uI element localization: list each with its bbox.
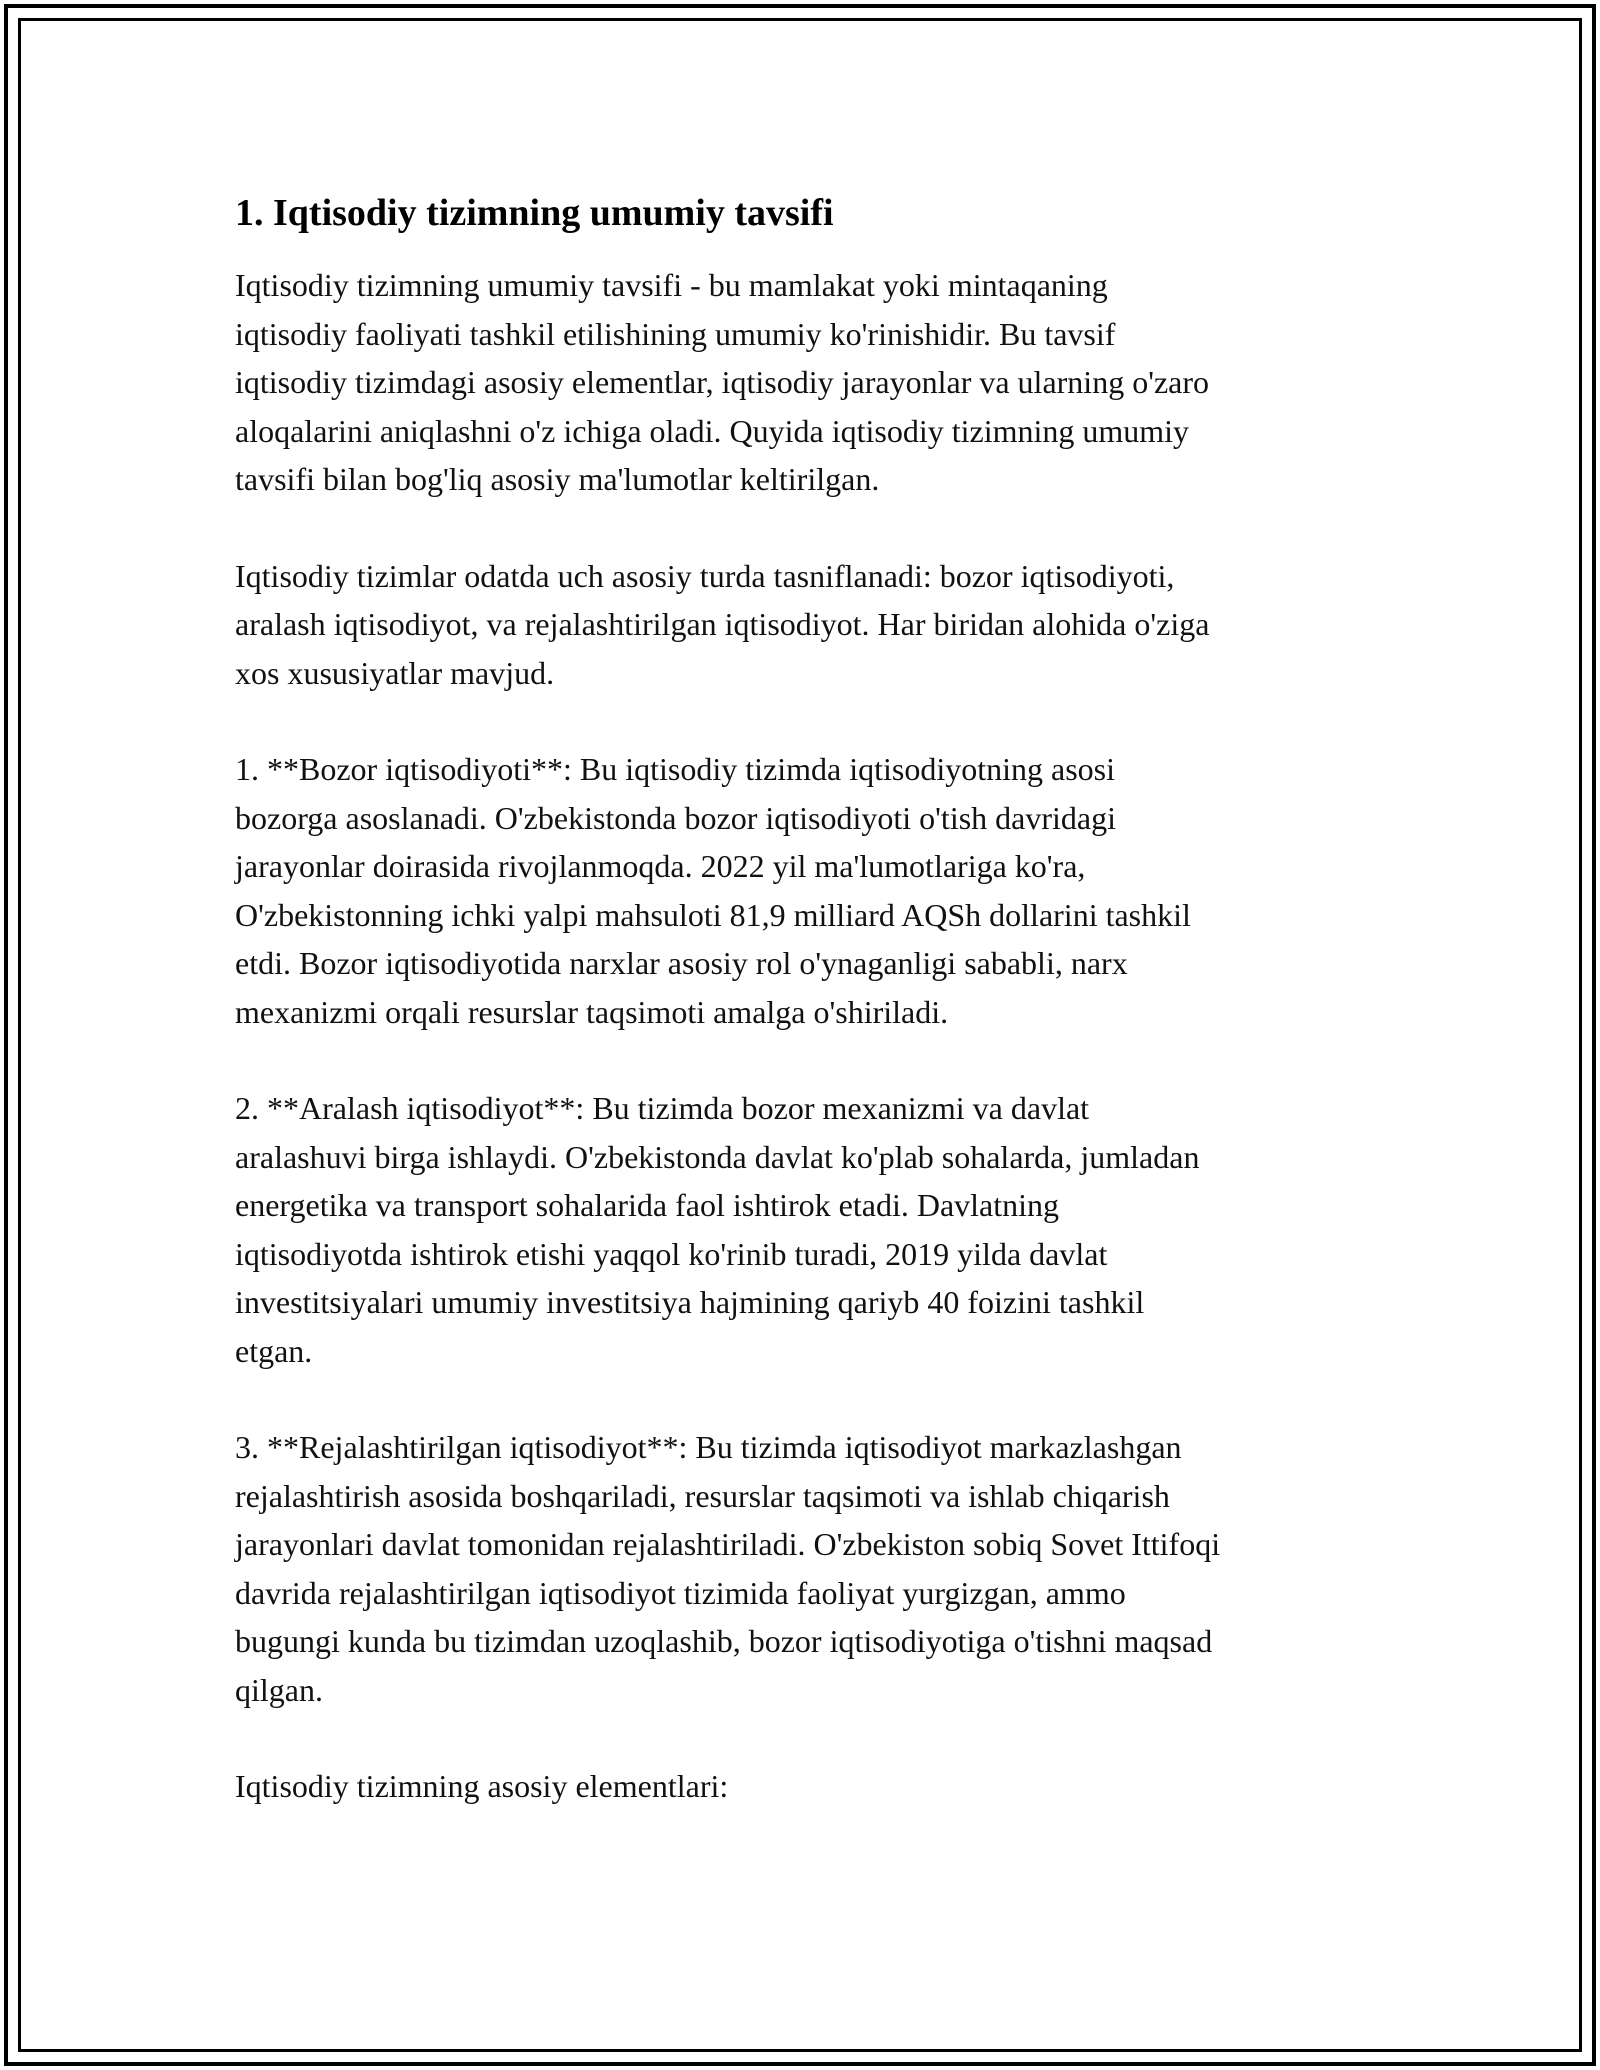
paragraph-intro: Iqtisodiy tizimning umumiy tavsifi - bu mamlakat yoki mintaqaning iqtisodiy faoliyati tashkil etilishining umumiy ko'rinishidir. Bu tavsif iqtisodiy tizimdagi asosiy elementlar, iqtisodiy jarayonlar va ularning o'zaro aloqalarini aniqlashni o'z ichiga oladi. Quyida iqtisodiy tizimning umumiy tavsifi bilan bog'liq asosiy ma'lumotlar keltirilgan. [235,267,1210,497]
paragraph-market-economy: 1. **Bozor iqtisodiyoti**: Bu iqtisodiy tizimda iqtisodiyotning asosi bozorga asoslanadi. O'zbekistonda bozor iqtisodiyoti o'tish davridagi jarayonlar doirasida rivojlanmoqda. 2022 yil ma'lumotlariga ko'ra, O'zbekistonning ichki yalpi mahsuloti 81,9 milliard AQSh dollarini tashkil etdi. Bozor iqtisodiyotida narxlar asosiy rol o'ynaganligi sababli, narx mexanizmi orqali resurslar taqsimoti amalga o'shiriladi. [235,751,1191,1030]
paragraph-planned-economy: 3. **Rejalashtirilgan iqtisodiyot**: Bu tizimda iqtisodiyot markazlashgan rejalashtirish asosida boshqariladi, resurslar taqsimoti va ishlab chiqarish jarayonlari davlat tomonidan rejalashtiriladi. O'zbekiston sobiq Sovet Ittifoqi davrida rejalashtirilgan iqtisodiyot tizimida faoliyat yurgizgan, ammo bugungi kunda bu tizimdan uzoqlashib, bozor iqtisodiyotiga o'tishni maqsad qilgan. [235,1429,1221,1708]
document-body [235,185,1395,1859]
paragraph-mixed-economy: 2. **Aralash iqtisodiyot**: Bu tizimda bozor mexanizmi va davlat aralashuvi birga ishlaydi. O'zbekistonda davlat ko'plab sohalarda, jumladan energetika va transport sohalarida faol ishtirok etadi. Davlatning iqtisodiyotda ishtirok etishi yaqqol ko'rinib turadi, 2019 yilda davlat investitsiyalari umumiy investitsiya hajmining qariyb 40 foizini tashkil etgan. [235,1090,1200,1369]
section-heading: 1. Iqtisodiy tizimning umumiy tavsifi [235,192,834,234]
paragraph-classification: Iqtisodiy tizimlar odatda uch asosiy turda tasniflanadi: bozor iqtisodiyoti, aralash iqtisodiyot, va rejalashtirilgan iqtisodiyot. Har biridan alohida o'ziga xos xususiyatlar mavjud. [235,557,1210,691]
paragraph-elements-lead: Iqtisodiy tizimning asosiy elementlari: [235,1768,729,1804]
